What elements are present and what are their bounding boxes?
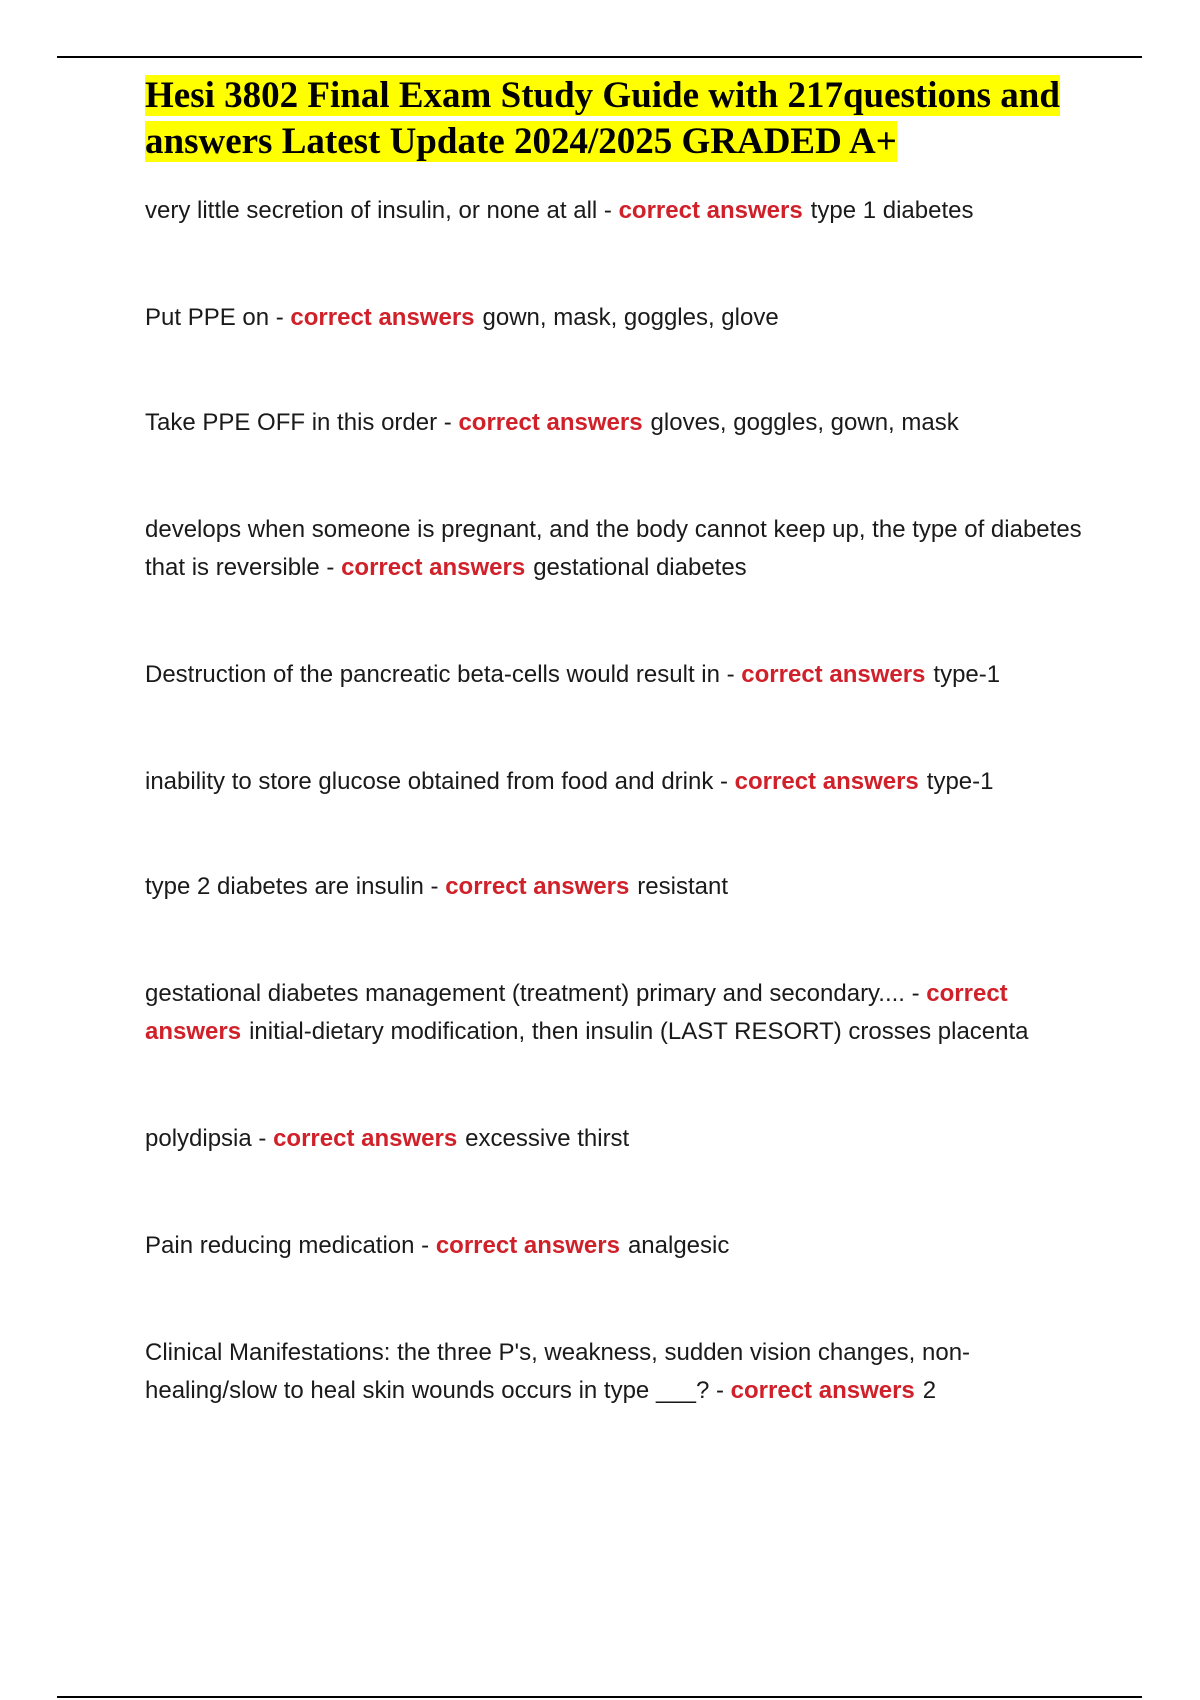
answer-text: gloves, goggles, gown, mask: [650, 409, 959, 436]
correct-answers-marker: correct answers: [458, 409, 643, 436]
qa-item: [145, 975, 1085, 1051]
answer-text: resistant: [637, 873, 728, 900]
title-block: [145, 73, 1075, 165]
separator: -: [251, 1125, 274, 1152]
separator: -: [319, 554, 342, 581]
correct-answers-marker: correct answers: [273, 1125, 458, 1152]
qa-item: [145, 868, 1085, 906]
title-highlight: Hesi 3802 Final Exam Study Guide with 217questions and answers Latest Update 2024/2025 GRADED A+: [145, 75, 1060, 162]
answer-text: gown, mask, goggles, glove: [482, 304, 779, 331]
answer-text: type 1 diabetes: [810, 197, 974, 224]
separator: -: [437, 409, 459, 436]
qa-item: [145, 192, 1085, 230]
qa-item: [145, 1120, 1085, 1158]
correct-answers-marker: correct answers: [341, 554, 526, 581]
answer-text: excessive thirst: [465, 1125, 630, 1152]
bottom-rule: [57, 1696, 1142, 1698]
qa-item: [145, 404, 1085, 442]
separator: -: [597, 197, 619, 224]
separator: -: [414, 1232, 436, 1259]
question-text: Pain reducing medication: [145, 1232, 415, 1259]
question-text: Clinical Manifestations: the three P's, weakness, sudden vision changes, non-healing/slow to heal skin wounds occurs in type ___?: [145, 1339, 971, 1404]
qa-item: [145, 763, 1085, 801]
correct-answers-marker: correct answers: [741, 661, 926, 688]
separator: -: [713, 768, 735, 795]
qa-item: [145, 1227, 1085, 1265]
correct-answers-marker: correct answers: [145, 980, 1008, 1045]
question-text: type 2 diabetes are insulin: [145, 873, 424, 900]
answer-text: 2: [922, 1377, 937, 1404]
question-text: develops when someone is pregnant, and the body cannot keep up, the type of diabetes that is reversible: [145, 516, 1082, 581]
separator: -: [719, 661, 742, 688]
question-text: Take PPE OFF in this order: [145, 409, 438, 436]
question-text: Destruction of the pancreatic beta-cells would result in: [145, 661, 720, 688]
answer-text: analgesic: [627, 1232, 730, 1259]
separator: -: [709, 1377, 731, 1404]
qa-item: [145, 299, 1085, 337]
qa-item: [145, 1334, 1085, 1410]
question-text: gestational diabetes management (treatment) primary and secondary....: [145, 980, 905, 1007]
answer-text: gestational diabetes: [533, 554, 747, 581]
question-text: polydipsia: [145, 1125, 252, 1152]
correct-answers-marker: correct answers: [618, 197, 803, 224]
top-rule: [57, 56, 1142, 58]
qa-item: [145, 656, 1085, 694]
question-text: inability to store glucose obtained from food and drink: [145, 768, 714, 795]
qa-item: [145, 511, 1085, 587]
correct-answers-marker: correct answers: [730, 1377, 915, 1404]
correct-answers-marker: correct answers: [734, 768, 919, 795]
question-text: Put PPE on: [145, 304, 270, 331]
answer-text: type-1: [926, 768, 994, 795]
separator: -: [904, 980, 927, 1007]
separator: -: [269, 304, 291, 331]
answer-text: type-1: [933, 661, 1001, 688]
correct-answers-marker: correct answers: [435, 1232, 620, 1259]
document-title: [145, 73, 1075, 165]
answer-text: initial-dietary modification, then insulin (LAST RESORT) crosses placenta: [249, 1018, 1029, 1045]
correct-answers-marker: correct answers: [445, 873, 630, 900]
question-text: very little secretion of insulin, or none at all: [145, 197, 598, 224]
separator: -: [423, 873, 446, 900]
correct-answers-marker: correct answers: [290, 304, 475, 331]
